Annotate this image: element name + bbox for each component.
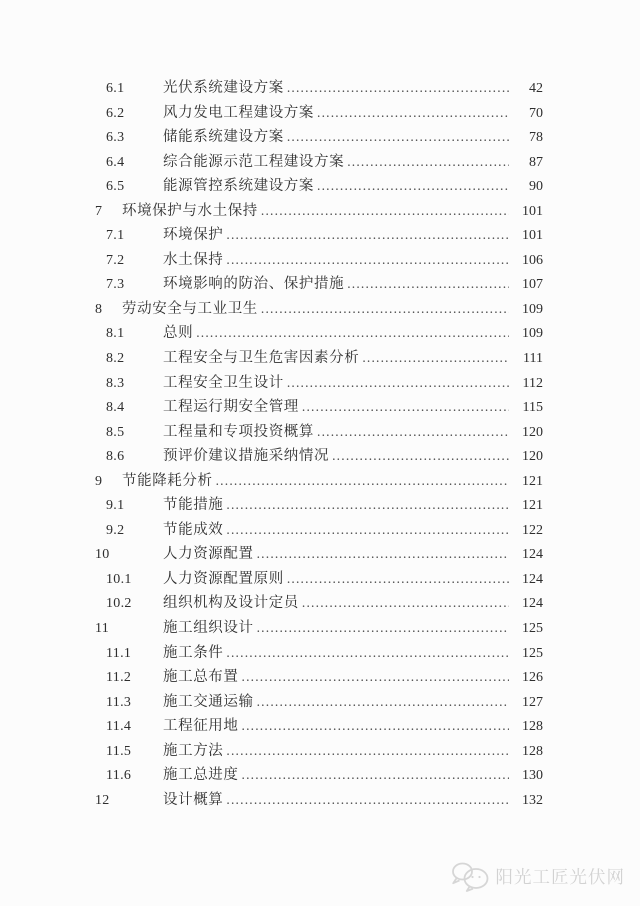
toc-entry-title: 水土保持 bbox=[163, 251, 224, 268]
toc-entry-page: 122 bbox=[522, 522, 543, 538]
dot-leader bbox=[257, 542, 509, 567]
toc-entry-title: 施工总进度 bbox=[163, 767, 239, 784]
watermark bbox=[449, 860, 626, 892]
toc-entry-number: 7.1 bbox=[106, 228, 125, 244]
toc-entry bbox=[0, 420, 640, 445]
toc-entry-title: 节能降耗分析 bbox=[122, 472, 213, 489]
dot-leader bbox=[257, 690, 509, 715]
toc-entry-number: 8.2 bbox=[106, 351, 125, 367]
toc-entry-page: 124 bbox=[522, 571, 543, 587]
toc-entry-title: 风力发电工程建设方案 bbox=[163, 104, 314, 121]
toc-entry-number: 8.6 bbox=[106, 449, 125, 465]
dot-leader bbox=[226, 223, 509, 248]
dot-leader bbox=[287, 567, 509, 592]
toc-entry bbox=[0, 101, 640, 126]
toc-entry-page: 101 bbox=[522, 203, 543, 219]
dot-leader bbox=[302, 591, 509, 616]
dot-leader bbox=[242, 714, 510, 739]
toc-entry-title: 施工总布置 bbox=[163, 669, 239, 686]
dot-leader bbox=[302, 395, 509, 420]
dot-leader bbox=[362, 346, 509, 371]
dot-leader bbox=[226, 641, 509, 666]
toc-entry-page: 112 bbox=[522, 375, 543, 391]
toc-entry bbox=[0, 321, 640, 346]
toc-entry-number: 6.1 bbox=[106, 81, 125, 96]
toc-entry bbox=[0, 346, 640, 371]
toc-entry bbox=[0, 714, 640, 739]
toc-entry-title: 节能措施 bbox=[163, 497, 224, 514]
toc-entry-number: 7 bbox=[95, 203, 103, 219]
toc-entry-number: 11.5 bbox=[106, 743, 132, 759]
toc-entry-title: 工程安全卫生设计 bbox=[163, 374, 284, 391]
toc-entry-page: 121 bbox=[522, 473, 543, 489]
toc-entry bbox=[0, 763, 640, 788]
dot-leader bbox=[261, 297, 509, 322]
toc-entry-number: 10.1 bbox=[106, 571, 132, 587]
toc-entry-number: 9.2 bbox=[106, 522, 125, 538]
toc-entry-title: 总则 bbox=[163, 325, 194, 342]
toc-entry-title: 节能成效 bbox=[163, 521, 224, 538]
toc-entry-number: 6.3 bbox=[106, 130, 125, 146]
toc-entry bbox=[0, 493, 640, 518]
toc-entry-page: 42 bbox=[529, 81, 543, 96]
toc-entry-number: 6.4 bbox=[106, 154, 125, 170]
toc-entry bbox=[0, 297, 640, 322]
toc-entry bbox=[0, 125, 640, 150]
dot-leader bbox=[332, 444, 509, 469]
toc-entry-page: 132 bbox=[522, 792, 543, 808]
toc-entry-page: 120 bbox=[522, 424, 543, 440]
dot-leader bbox=[226, 248, 509, 273]
toc-entry-number: 11.1 bbox=[106, 645, 132, 661]
toc-entry-page: 106 bbox=[522, 252, 543, 268]
dot-leader bbox=[242, 665, 510, 690]
toc-entry-title: 劳动安全与工业卫生 bbox=[122, 300, 258, 317]
toc-entry-title: 综合能源示范工程建设方案 bbox=[163, 153, 345, 170]
toc-entry-title: 环境影响的防治、保护措施 bbox=[163, 276, 345, 293]
toc-entry-number: 7.3 bbox=[106, 277, 125, 293]
toc-entry-title: 光伏系统建设方案 bbox=[163, 80, 284, 96]
toc-entry-title: 储能系统建设方案 bbox=[163, 129, 284, 146]
dot-leader bbox=[287, 125, 509, 150]
toc-entry bbox=[0, 371, 640, 396]
toc-entry-number: 11.4 bbox=[106, 719, 132, 735]
toc-entry-title: 工程征用地 bbox=[163, 718, 239, 735]
toc-entry-title: 环境保护 bbox=[163, 227, 224, 244]
toc-entry bbox=[0, 272, 640, 297]
toc-entry-number: 11.6 bbox=[106, 768, 132, 784]
toc-entry-number: 12 bbox=[95, 792, 110, 808]
toc-entry bbox=[0, 665, 640, 690]
toc-entry-page: 128 bbox=[522, 719, 543, 735]
toc-entry-page: 124 bbox=[522, 596, 543, 612]
toc-entry-title: 工程运行期安全管理 bbox=[163, 399, 299, 416]
toc-entry-number: 8.3 bbox=[106, 375, 125, 391]
toc-entry-title: 施工交通运输 bbox=[163, 693, 254, 710]
toc-entry bbox=[0, 542, 640, 567]
dot-leader bbox=[347, 150, 509, 175]
dot-leader bbox=[226, 518, 509, 543]
chat-bubbles-icon bbox=[449, 860, 491, 892]
toc-entry bbox=[0, 174, 640, 199]
toc-entry bbox=[0, 223, 640, 248]
toc-entry-number: 8 bbox=[95, 301, 103, 317]
toc-entry-number: 6.2 bbox=[106, 105, 125, 121]
toc-entry-title: 预评价建议措施采纳情况 bbox=[163, 448, 330, 465]
toc-entry bbox=[0, 591, 640, 616]
toc-entry-page: 87 bbox=[529, 154, 543, 170]
toc-entry-page: 78 bbox=[529, 130, 543, 146]
toc-entry bbox=[0, 641, 640, 666]
toc-entry bbox=[0, 444, 640, 469]
toc-entry-page: 107 bbox=[522, 277, 543, 293]
toc-entry bbox=[0, 788, 640, 813]
dot-leader bbox=[317, 420, 509, 445]
toc-entry-number: 6.5 bbox=[106, 179, 125, 195]
dot-leader bbox=[242, 763, 510, 788]
toc-entry bbox=[0, 616, 640, 641]
toc-entry-title: 能源管控系统建设方案 bbox=[163, 178, 314, 195]
dot-leader bbox=[196, 321, 509, 346]
toc-entry-page: 70 bbox=[529, 105, 543, 121]
toc-entry-title: 人力资源配置原则 bbox=[163, 570, 284, 587]
toc-entry bbox=[0, 395, 640, 420]
toc-entry-number: 8.1 bbox=[106, 326, 125, 342]
toc-entry-page: 124 bbox=[522, 547, 543, 563]
toc-entry-number: 11.2 bbox=[106, 670, 132, 686]
watermark-text: 阳光工匠光伏网 bbox=[495, 866, 625, 887]
toc-entry-title: 施工组织设计 bbox=[163, 620, 254, 637]
toc-entry bbox=[0, 739, 640, 764]
toc-entry-title: 设计概算 bbox=[163, 791, 224, 808]
dot-leader bbox=[261, 199, 509, 224]
toc-entry bbox=[0, 248, 640, 273]
toc-entry-page: 90 bbox=[529, 179, 543, 195]
dot-leader bbox=[257, 616, 509, 641]
dot-leader bbox=[347, 272, 509, 297]
dot-leader bbox=[216, 469, 509, 494]
toc-entry-page: 130 bbox=[522, 768, 543, 784]
toc-entry-page: 115 bbox=[522, 400, 543, 416]
dot-leader bbox=[287, 371, 509, 396]
toc-entry-page: 125 bbox=[522, 621, 543, 637]
toc-entry-title: 工程量和专项投资概算 bbox=[163, 423, 314, 440]
toc-entry-number: 10.2 bbox=[106, 596, 132, 612]
toc-entry bbox=[0, 690, 640, 715]
toc-entry-page: 128 bbox=[522, 743, 543, 759]
toc-entry-number: 7.2 bbox=[106, 252, 125, 268]
toc-entry-title: 施工方法 bbox=[163, 742, 224, 759]
dot-leader bbox=[317, 174, 509, 199]
toc-entry-page: 127 bbox=[522, 694, 543, 710]
toc-entry-title: 人力资源配置 bbox=[163, 546, 254, 563]
toc-entry bbox=[0, 199, 640, 224]
toc-entry-page: 111 bbox=[523, 351, 543, 367]
toc-entry-page: 109 bbox=[522, 326, 543, 342]
toc-entry-title: 工程安全与卫生危害因素分析 bbox=[163, 350, 360, 367]
toc-entry bbox=[0, 76, 640, 101]
toc-entry-number: 10 bbox=[95, 547, 110, 563]
dot-leader bbox=[226, 788, 509, 813]
table-of-contents bbox=[0, 76, 640, 812]
toc-entry-page: 120 bbox=[522, 449, 543, 465]
toc-entry-number: 11.3 bbox=[106, 694, 132, 710]
toc-entry-number: 8.4 bbox=[106, 400, 125, 416]
toc-entry-number: 9 bbox=[95, 473, 103, 489]
dot-leader bbox=[226, 493, 509, 518]
toc-entry-page: 125 bbox=[522, 645, 543, 661]
toc-entry-title: 环境保护与水土保持 bbox=[122, 202, 258, 219]
toc-entry-page: 109 bbox=[522, 301, 543, 317]
toc-entry-number: 11 bbox=[95, 621, 110, 637]
toc-entry-title: 施工条件 bbox=[163, 644, 224, 661]
toc-entry bbox=[0, 567, 640, 592]
toc-entry bbox=[0, 469, 640, 494]
toc-entry-number: 9.1 bbox=[106, 498, 125, 514]
dot-leader bbox=[317, 101, 509, 126]
toc-entry-number: 8.5 bbox=[106, 424, 125, 440]
toc-entry-page: 121 bbox=[522, 498, 543, 514]
toc-entry-title: 组织机构及设计定员 bbox=[163, 595, 299, 612]
dot-leader bbox=[287, 76, 509, 101]
dot-leader bbox=[226, 739, 509, 764]
toc-entry bbox=[0, 150, 640, 175]
toc-entry-page: 101 bbox=[522, 228, 543, 244]
toc-entry-page: 126 bbox=[522, 670, 543, 686]
toc-entry bbox=[0, 518, 640, 543]
